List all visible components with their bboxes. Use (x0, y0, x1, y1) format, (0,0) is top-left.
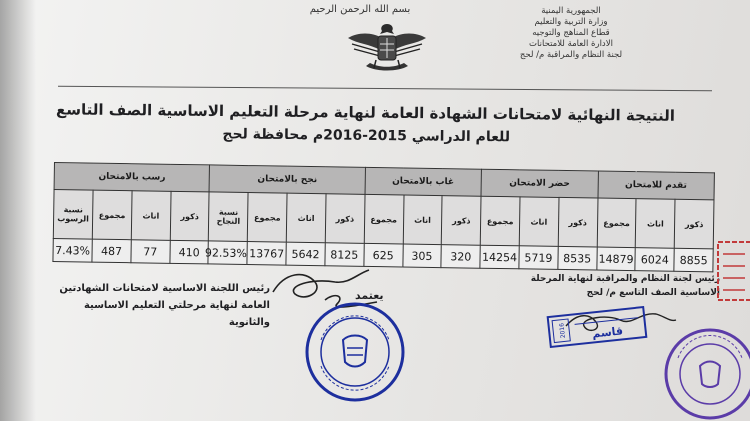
value-cell: 77 (131, 240, 170, 263)
header-line: وزارة التربية والتعليم (534, 17, 608, 27)
subheader-cell: ذكور (558, 198, 598, 247)
subheader-cell: مجموع (480, 197, 520, 246)
group-header: غاب بالامتحان (365, 167, 482, 196)
photo-edge-shadow (0, 0, 36, 421)
header-line: لجنة النظام والمراقبة م/ لحج (519, 50, 623, 60)
value-cell: 14879 (596, 247, 635, 270)
subheader-cell: ذكور (442, 196, 482, 245)
subheader-cell: ذكور (674, 200, 714, 249)
subheader-cell: اناث (519, 197, 559, 246)
subheader-cell: مجموع (92, 191, 132, 240)
value-cell: 13767 (247, 242, 286, 265)
stamp-name: قاسم (591, 324, 624, 341)
group-header: رسب بالامتحان (54, 163, 210, 193)
round-stamp-purple-icon (660, 322, 750, 421)
subheader-cell: نسبة الرسوب (53, 190, 93, 239)
value-cell: 305 (402, 244, 441, 267)
round-stamp-blue-icon (303, 300, 408, 405)
subheader-cell: مجموع (364, 195, 404, 244)
value-cell: 7.43% (53, 239, 92, 262)
value-cell: 5719 (519, 246, 558, 269)
value-cell: 487 (92, 239, 131, 262)
value-cell: 5642 (286, 242, 325, 265)
results-table (52, 162, 714, 272)
subheader-cell: اناث (131, 191, 171, 240)
group-header: حضر الامتحان (481, 169, 598, 198)
value-cell: 8855 (674, 249, 713, 272)
value-cell: 14254 (480, 246, 519, 269)
value-cell: 6024 (635, 248, 674, 271)
header-line: قطاع المناهج والتوجيه (532, 28, 610, 38)
subheader-cell: ذكور (170, 192, 210, 241)
approval-label: يعتمد (355, 289, 384, 302)
subheader-cell: اناث (286, 194, 326, 243)
left-signatory-title: رئيس اللجنة الاساسية لامتحانات الشهادتين العامة لنهاية مرحلتي التعليم الاساسية والثانوية (59, 283, 270, 328)
group-header: تقدم للامتحان (598, 171, 715, 200)
subheader-cell: ذكور (325, 194, 365, 243)
basmala: بسم الله الرحمن الرحيم (309, 4, 411, 15)
value-cell: 8535 (558, 247, 597, 270)
stamp-year: 2016 (558, 322, 567, 339)
header-divider (58, 86, 712, 92)
rect-stamp-blue (545, 306, 650, 348)
value-cell: 625 (364, 244, 403, 267)
header-line: الجمهورية اليمنية (541, 6, 601, 16)
subheader-cell: مجموع (597, 198, 637, 247)
value-cell: 410 (170, 241, 209, 264)
subheader-cell: اناث (636, 199, 676, 248)
subheader-cell: اناث (403, 195, 443, 244)
document-title: النتيجة النهائية لامتحانات الشهادة العامة لنهاية مرحلة التعليم الاساسية الصف التاسع (55, 100, 676, 125)
red-stamp-icon (715, 238, 750, 304)
header-line: الادارة العامة للامتحانات (529, 39, 613, 49)
value-cell: 92.53% (208, 241, 247, 264)
value-cell: 320 (441, 245, 480, 268)
right-signatory-title: رئيس لجنة النظام والمراقبة لنهاية المرحلة الاساسية الصف التاسع م/ لحج (530, 274, 720, 298)
subheader-cell: مجموع (248, 193, 288, 242)
subheader-cell: نسبة النجاح (209, 192, 249, 241)
ministry-header (496, 6, 646, 61)
eagle-emblem-icon (344, 16, 430, 78)
value-cell: 8125 (325, 243, 364, 266)
group-header: نجح بالامتحان (209, 165, 365, 195)
document-subtitle: للعام الدراسي 2015-2016م محافظة لحج (222, 126, 511, 146)
